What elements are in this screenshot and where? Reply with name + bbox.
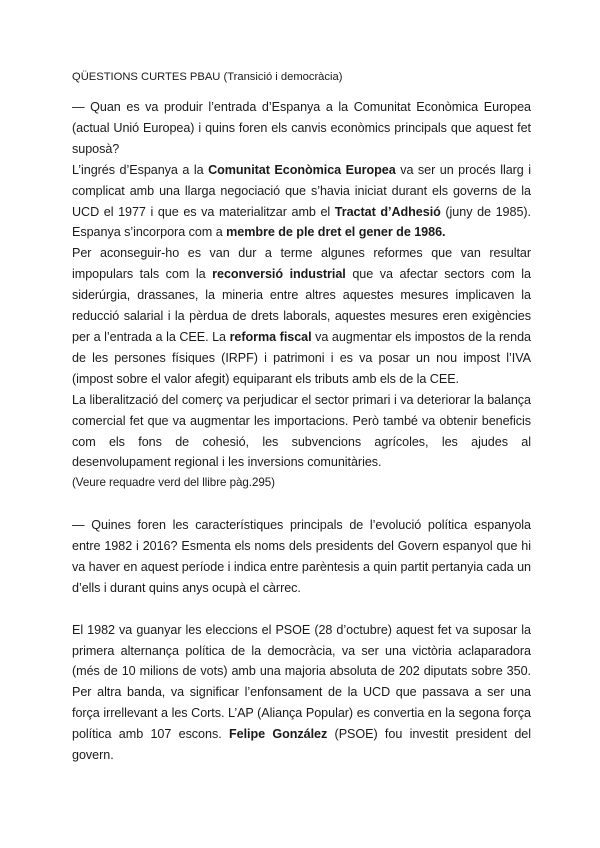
answer-1-paragraph-3: La liberalització del comerç va perjudicar el sector primari i va deteriorar la balança comercial fet que va augmentar les importacions. Però també va obtenir beneficis com els fons de cohesió, les subvencions agrícoles, les ajudes al desenvolupament regional i les inversions comunitàries. [72,392,531,470]
text-run: Per aconseguir-ho es van dur a terme algunes reformes que van resultar impopulars tals com la [72,246,531,282]
question-1: — Quan es va produir l’entrada d’Espanya a la Comunitat Econòmica Europea (actual Unió Europea) i quins foren els canvis econòmics principals que aquest fet suposà? [72,100,531,156]
text-run: L’ingrés d’Espanya a la [72,162,209,177]
bold-term-felipe-gonzalez: Felipe González [228,727,328,742]
bold-term-membre: membre de ple dret el gener de 1986. [226,225,446,240]
text-run: va ser un procés llarg i complicat amb una llarga negociació que s’havia iniciat durant els governs de la UCD el 1977 i que es va materialitzar amb el [72,162,531,219]
text-run: que va afectar sectors com la siderúrgia, drassanes, la mineria entre altres aquestes mesures implicaven la reducció salarial i la pèrdua de drets laborals, aquestes mesures eren exigències per a l’entrada a la CEE. La [72,267,531,344]
document-title: QÜESTIONS CURTES PBAU (Transició i democràcia) [72,71,343,83]
answer-1-reference: (Veure requadre verd del llibre pàg.295) [72,476,275,490]
text-run: El 1982 va guanyar les eleccions el PSOE (28 d’octubre) aquest fet va suposar la primera alternança política de la democràcia, va ser una victòria aclaparadora (més de 10 milions de vots) amb una majoria absoluta de 202 diputats sobre 350. Per altra banda, va significar l’enfonsament de la UCD que passava a ser una força irrellevant a les Corts. L’AP (Aliança Popular) es convertia en la segona força política amb 107 escons. [72,622,531,742]
bold-term-reforma-fiscal: reforma fiscal [229,329,312,344]
answer-1-paragraph-2 [72,243,531,389]
spacer [72,599,531,620]
document-body [72,66,531,766]
answer-1-paragraph-1 [72,160,531,244]
bold-term-tractat: Tractat d’Adhesió [334,204,441,219]
text-run: (PSOE) fou investit president del govern. [72,727,531,763]
spacer [72,494,531,515]
text-run: (juny de 1985). Espanya s’incorpora com a [72,204,532,240]
question-2: — Quines foren les característiques principals de l’evolució política espanyola entre 1982 i 2016? Esmenta els noms dels presidents del Govern espanyol que hi va haver en aquest període i indica entre parèntesis a quin partit pertanyia cada un d’ells i durant quins anys ocupà el càrrec. [72,518,531,595]
answer-2-paragraph-1 [72,620,531,766]
text-run: va augmentar els impostos de la renda de les persones físiques (IRPF) i patrimoni i es va posar un nou impost l’IVA (impost sobre el valor afegit) equiparant els tributs amb els de la CEE. [72,329,531,386]
bold-term-cee: Comunitat Econòmica Europea [208,162,396,177]
bold-term-reconversio: reconversió industrial [212,267,346,282]
